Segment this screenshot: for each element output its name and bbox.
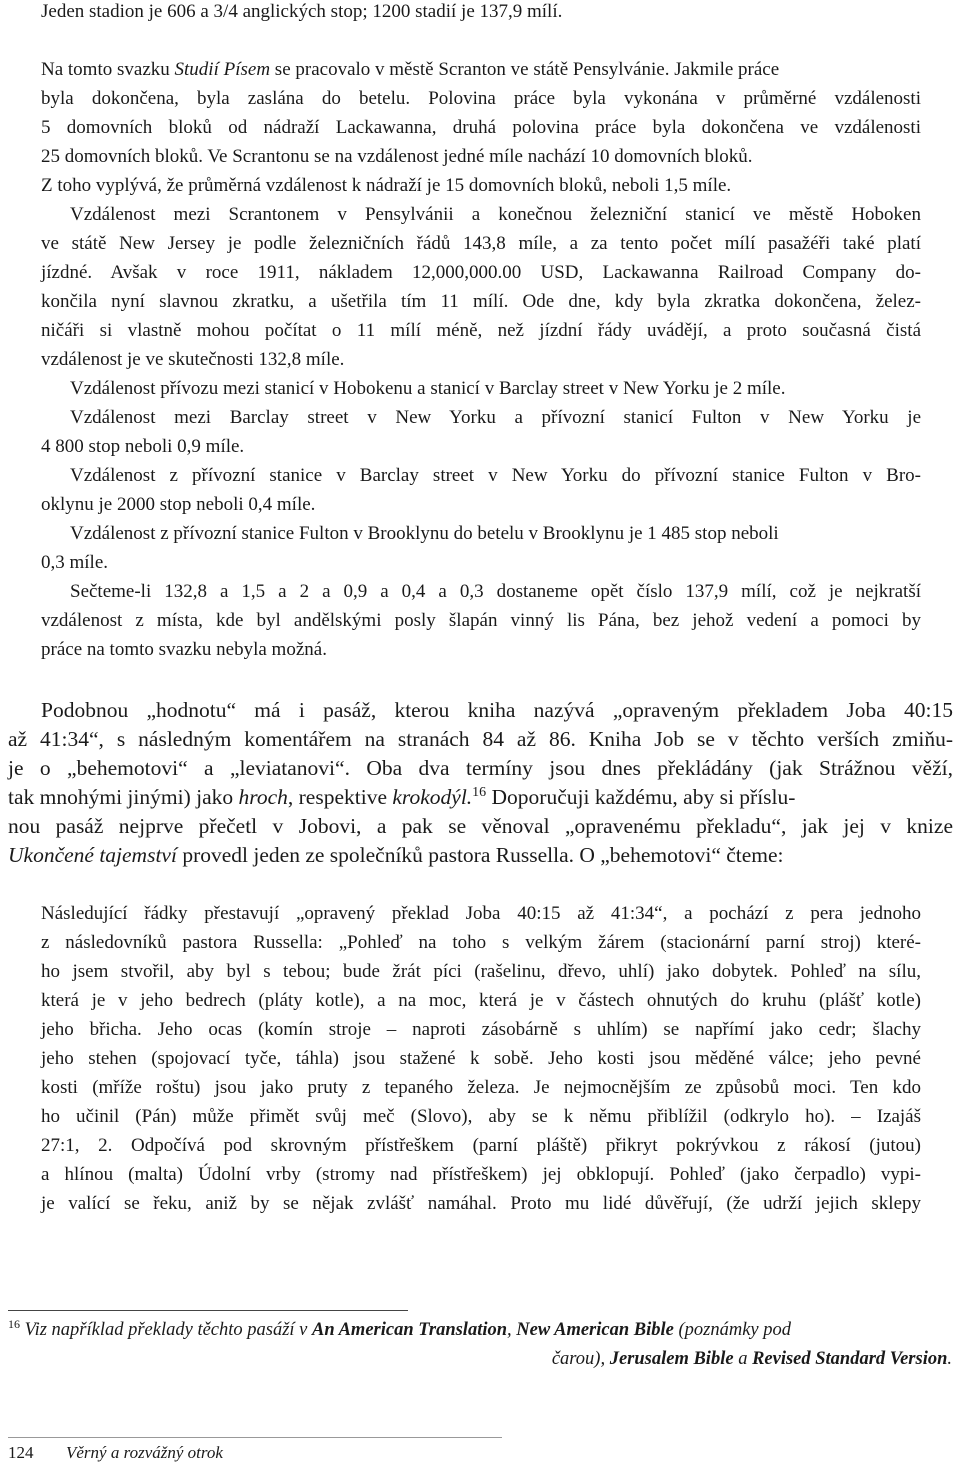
text-line [8, 843, 784, 868]
footnote-text: , [507, 1320, 512, 1340]
emphasis: krokodýl. [392, 785, 473, 809]
footnote-text: čarou), [551, 1349, 606, 1369]
page-footer-rule [8, 1437, 502, 1438]
text-line: končila nyní slavnou zkratku, a ušetřila tím 11 mílí. Ode dne, kdy byla zkratka dokončena, želez- [41, 291, 921, 312]
text-line: Podobnou „hodnotu“ má i pasáž, kterou kniha nazývá „opraveným překladem Joba 40:15 [41, 698, 953, 722]
text-line: byla dokončena, byla zaslána do betelu. Polovina práce byla vykonána v průměrné vzdálenosti [41, 88, 921, 109]
text-line: Vzdálenost přívozu mezi stanicí v Hobokenu a stanicí v Barclay street v New Yorku je 2 míle. [70, 378, 786, 399]
text-line: ho jsem stvořil, aby byl s tebou; bude žrát píci (rašelinu, dřevo, uhlí) jako dobytek. Pohleď na sílu, [41, 961, 921, 982]
text-line: nou pasáž nejprve přečetl v Jobovi, a pak se věnoval „opravenému překladu“, jak jej v knize [8, 814, 953, 838]
text-line: kosti (mříže roštu) jsou jako pruty z tepaného železa. Je nejmocnějším ze způsobů moci. Ten kdo [41, 1077, 921, 1098]
footnote-text: . [947, 1349, 952, 1369]
cited-title: An American Translation [312, 1320, 508, 1340]
inline-text: , respektive [287, 785, 393, 809]
text-line: Vzdálenost mezi Scrantonem v Pensylvánii a konečnou železniční stanicí ve městě Hoboken [70, 204, 921, 225]
emphasis: hroch [238, 785, 288, 809]
book-title: Ukončené tajemství [8, 843, 177, 867]
cited-title: Revised Standard Version [752, 1349, 948, 1369]
text-line: a hlínou (malta) Údolní vrby (stromy nad přístřeškem) jej obklopují. Pohleď (jako čerpadlo) vypi- [41, 1164, 921, 1185]
text-line: vzdálenost je ve skutečnosti 132,8 míle. [41, 349, 345, 370]
text-line: jeho stehen (spojovací tyče, táhla) jsou stažené k sobě. Jeho kosti jsou měděné válce; jeho pevné [41, 1048, 921, 1069]
text-line: 0,3 míle. [41, 552, 109, 573]
text-line: 5 domovních bloků od nádraží Lackawanna, druhá polovina práce byla dokončena ve vzdálenosti [41, 117, 921, 138]
text-line: je valící se řeku, aniž by se nějak zvlášť namáhal. Proto mu lidé důvěřují, (že udrží jejich sklepy [41, 1193, 921, 1214]
text-line: z následovníků pastora Russella: „Pohleď na toho s velkým žárem (stacionární parní stroj) které- [41, 932, 921, 953]
inline-text: tak mnohými jinými) jako [8, 785, 234, 809]
text-line: jeho břicha. Jeho ocas (komín stroje – naproti zásobárně s uhlím) se napřímí jako cedr; šlachy [41, 1019, 921, 1040]
inline-text: provedl jeden ze společníků pastora Russella. O „behemotovi“ čteme: [182, 843, 784, 867]
text-line [41, 59, 779, 81]
text-line: Vzdálenost mezi Barclay street v New Yorku a přívozní stanicí Fulton v New Yorku je [70, 407, 921, 428]
page-number: 124 [8, 1443, 34, 1462]
text-line: je o „behemotovi“ a „leviatanovi“. Oba dva termíny jsou dnes překládány (jak Strážnou věží, [8, 756, 953, 780]
text-line: Vzdálenost z přívozní stanice v Barclay street v New Yorku do přívozní stanice Fulton v Bro- [70, 465, 921, 486]
footnote-text: (poznámky pod [678, 1320, 792, 1340]
text-line: ničáři si vlastně mohou počítat o 11 mílí méně, než jízdní řády uvádějí, a proto současná čistá [41, 320, 921, 341]
footnote-separator [8, 1310, 408, 1311]
text-line: vzdálenost z místa, kde byl andělskými posly šlapán vinný lis Pána, bez jehož vedení a pomoci by [41, 610, 921, 631]
footnote [552, 1349, 952, 1370]
text-line: Jeden stadion je 606 a 3/4 anglických stop; 1200 stadií je 137,9 mílí. [41, 1, 563, 22]
text-line: 25 domovních bloků. Ve Scrantonu se na vzdálenost jedné míle nachází 10 domovních bloků. [41, 146, 753, 167]
text-line: až 41:34“, s následným komentářem na stranách 84 až 86. Kniha Job se v těchto verších zmiňu- [8, 727, 953, 751]
text-line: Z toho vyplývá, že průměrná vzdálenost k nádraží je 15 domovních bloků, neboli 1,5 míle. [41, 175, 732, 196]
text-line: 27:1, 2. Odpočívá pod skrovným přístřeškem (parní pláště) přikryt pokrývkou z rákosí (jutou) [41, 1135, 921, 1156]
footnote [8, 1317, 792, 1341]
text-line: ho učinil (Pán) může přimět svůj meč (Slovo), aby se k němu přiblížil (odkrylo ho). – Izajáš [41, 1106, 921, 1127]
footnote-text: Viz například překlady těchto pasáží v [24, 1320, 308, 1340]
text-line: ve státě New Jersey je podle železničních řádů 143,8 míle, a za tento počet mílí pasažéři také platí [41, 233, 921, 254]
text-line [8, 785, 795, 810]
text-line: Následující řádky přestavují „opravený překlad Joba 40:15 až 41:34“, a pochází z pera jednoho [41, 903, 921, 924]
footnote-number: 16 [8, 1317, 21, 1332]
text-line: která je v jeho bedrech (pláty kotle), a na moc, která je v částech ohnutých do kruhu (plášť kotle) [41, 990, 921, 1011]
inline-text: Doporučuji každému, aby si příslu- [491, 785, 796, 809]
running-title: Věrný a rozvážný otrok [66, 1443, 223, 1462]
cited-title: New American Bible [516, 1320, 674, 1340]
inline-text: se pracovalo v městě Scranton ve státě Pensylvánie. Jakmile práce [274, 59, 780, 80]
book-title: Studií Písem [174, 59, 271, 80]
text-line: oklynu je 2000 stop neboli 0,4 míle. [41, 494, 316, 515]
text-line: Sečteme-li 132,8 a 1,5 a 2 a 0,9 a 0,4 a 0,3 dostaneme opět číslo 137,9 mílí, což je nejkratší [70, 581, 921, 602]
inline-text: Na tomto svazku [41, 59, 170, 80]
cited-title: Jerusalem Bible [609, 1349, 734, 1369]
footnote-text: a [738, 1349, 748, 1369]
text-line: jízdné. Avšak v roce 1911, nákladem 12,000,000.00 USD, Lackawanna Railroad Company do- [41, 262, 921, 283]
text-line: 4 800 stop neboli 0,9 míle. [41, 436, 245, 457]
footnote-reference[interactable]: 16 [472, 785, 487, 801]
text-line: Vzdálenost z přívozní stanice Fulton v Brooklynu do betelu v Brooklynu je 1 485 stop neboli [70, 523, 779, 544]
text-line: práce na tomto svazku nebyla možná. [41, 639, 327, 660]
